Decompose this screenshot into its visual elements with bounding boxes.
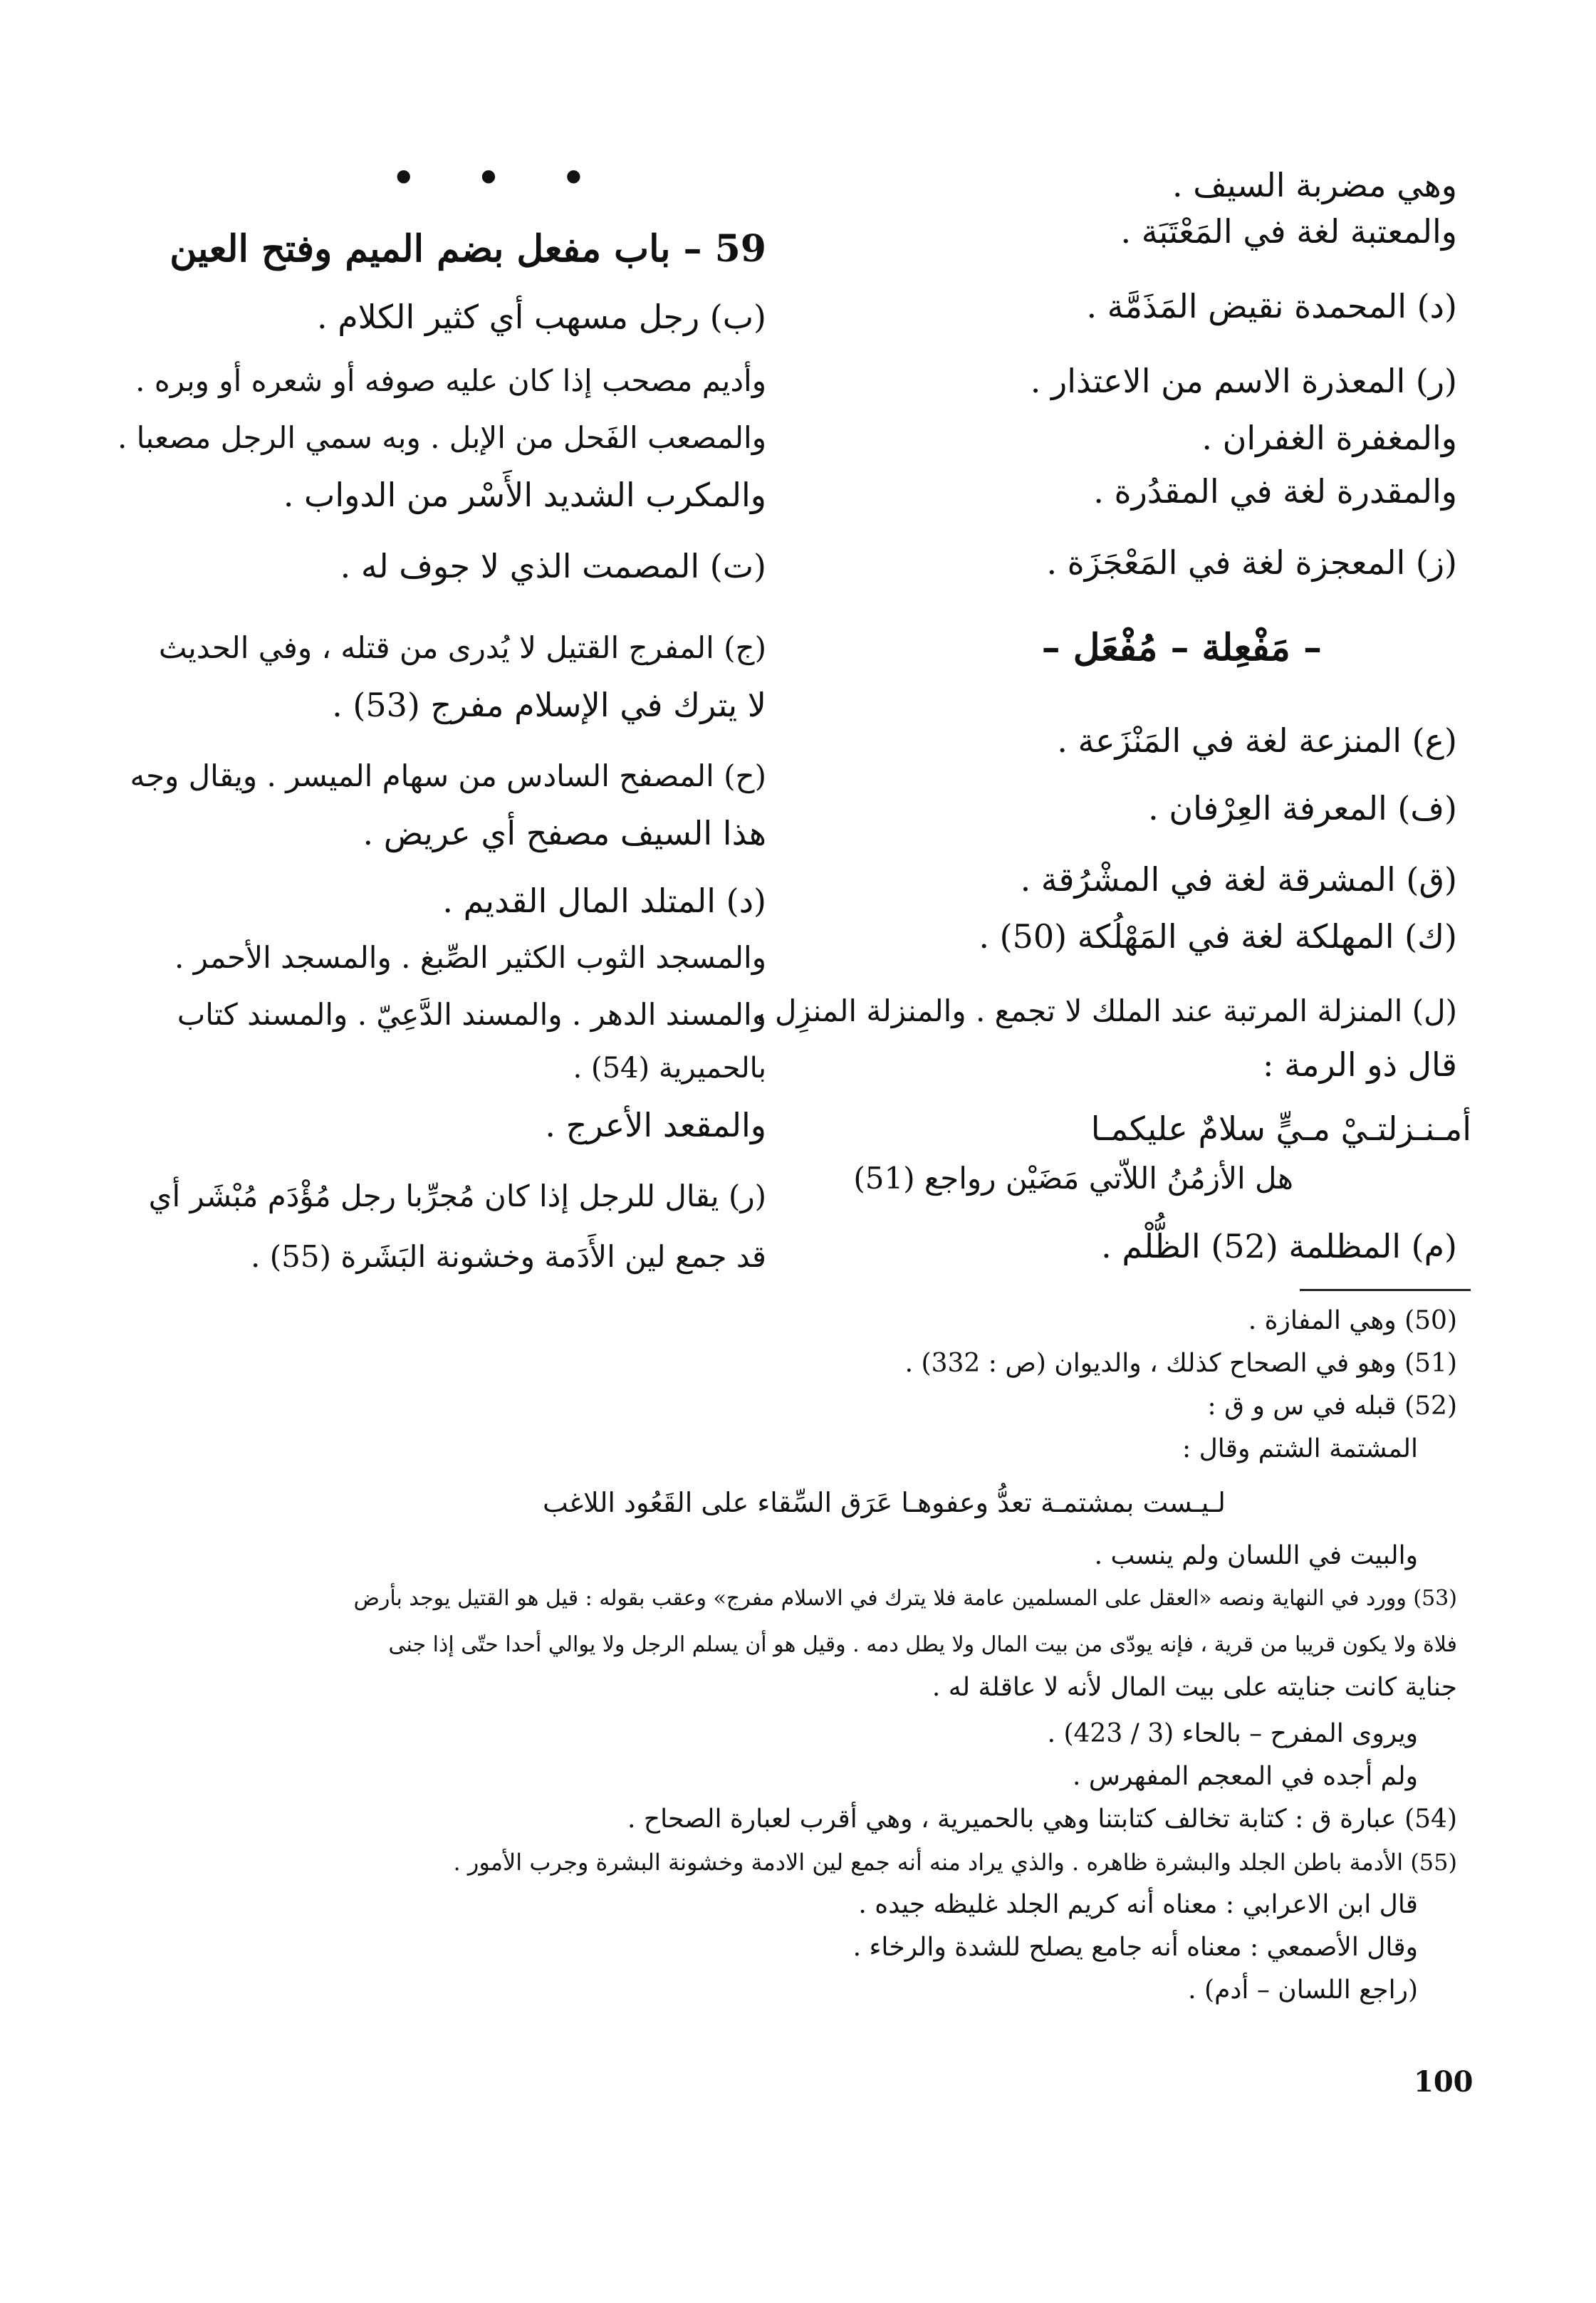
footnote-line: ويروى المفرح – بالحاء (3 / 423) . — [1047, 1719, 1418, 1748]
footnote-line: المشتمة الشتم وقال : — [1182, 1434, 1418, 1463]
text-line: لا يترك في الإسلام مفرج (53) . — [332, 686, 766, 724]
poem-line: هل الأزمُنُ اللاّتي مَضَيْن رواجع (51) — [853, 1161, 1293, 1196]
text-line: (ت) المصمت الذي لا جوف له . — [340, 547, 766, 585]
footnote-line: فلاة ولا يكون قريبا من قرية ، فإنه يودّى من بيت المال ولا يطل دمه . وقيل هو أن يسلم الرجل ولا يوالي أحدا حتّى إذا جنى — [388, 1632, 1457, 1657]
text-line: والمغفرة الغفران . — [1201, 419, 1457, 457]
text-line: (ج) المفرج القتيل لا يُدرى من قتله ، وفي الحديث — [158, 630, 766, 665]
footnote-line: ولم أجده في المعجم المفهرس . — [1073, 1762, 1418, 1791]
text-line: والمسند الدهر . والمسند الدَّعِيّ . والمسند كتاب — [177, 997, 766, 1032]
footnote-line: (راجع اللسان – أدم) . — [1188, 1975, 1418, 2005]
footnote-line: (55) الأدمة باطن الجلد والبشرة ظاهره . والذي يراد منه أنه جمع لين الادمة وخشونة البشرة وجرب الأمور . — [453, 1849, 1457, 1876]
footnote-line: (53) وورد في النهاية ونصه «العقل على المسلمين عامة فلا يترك في الاسلام مفرج» وعقب بقوله : قيل هو القتيل يوجد بأرض — [353, 1586, 1457, 1611]
text-line: (ق) المشرقة لغة في المشْرُقة . — [1020, 860, 1457, 899]
ornament-dots: • • • — [392, 157, 610, 200]
text-line: (ح) المصفح السادس من سهام الميسر . ويقال وجه — [130, 758, 766, 793]
chapter-heading: 59 – باب مفعل بضم الميم وفتح العين — [169, 227, 766, 271]
text-line: (م) المظلمة (52) الظُّلْم . — [1101, 1227, 1457, 1265]
footnote-line: جناية كانت جنايته على بيت المال لأنه لا عاقلة له . — [932, 1673, 1457, 1702]
footnote-line: (51) وهو في الصحاح كذلك ، والديوان (ص : 332) . — [904, 1349, 1457, 1378]
text-line: والمعتبة لغة في المَعْتَبَة . — [1120, 212, 1457, 251]
footnote-line: (50) وهي المفازة . — [1248, 1306, 1457, 1335]
text-line: (ب) رجل مسهب أي كثير الكلام . — [316, 298, 766, 336]
text-line: وهي مضربة السيف . — [1172, 166, 1457, 204]
text-line: (ع) المنزعة لغة في المَنْزَعة . — [1057, 721, 1457, 760]
text-line: هذا السيف مصفح أي عريض . — [363, 814, 766, 852]
footnote-line: (54) عبارة ق : كتابة تخالف كتابتنا وهي بالحميرية ، وهي أقرب لعبارة الصحاح . — [627, 1805, 1457, 1834]
text-line: (ز) المعجزة لغة في المَعْجَزَة . — [1046, 543, 1457, 582]
text-line: والمقدرة لغة في المقدُرة . — [1093, 472, 1457, 511]
footnote-line: وقال الأصمعي : معناه أنه جامع يصلح للشدة والرخاء . — [852, 1933, 1418, 1962]
page-number: 100 — [1414, 2065, 1474, 2099]
text-line: والمصعب الفَحل من الإبل . وبه سمي الرجل مصعبا . — [117, 420, 766, 455]
text-line: والمسجد الثوب الكثير الصِّبغ . والمسجد الأحمر . — [174, 940, 766, 975]
text-line: قال ذو الرمة : — [1263, 1045, 1457, 1084]
text-line: (ك) المهلكة لغة في المَهْلُكة (50) . — [979, 917, 1457, 956]
text-line: بالحميرية (54) . — [573, 1052, 766, 1085]
text-line: وأديم مصحب إذا كان عليه صوفه أو شعره أو وبره . — [135, 363, 766, 398]
text-line: والمكرب الشديد الأَسْر من الدواب . — [283, 476, 766, 514]
footnote-verse: لـيـست بمشتمـة تعدُّ وعفوهـا عَرَق السِّقاء على القَعُود اللاغب — [542, 1487, 1226, 1518]
footnote-line: قال ابن الاعرابي : معناه أنه كريم الجلد غليظه جيده . — [858, 1890, 1418, 1919]
footnote-line: (52) قبله في س و ق : — [1207, 1391, 1457, 1421]
text-line: (د) المحمدة نقيض المَذَمَّة . — [1086, 287, 1457, 325]
text-line: (ر) يقال للرجل إذا كان مُجرِّبا رجل مُؤْدَم مُبْشَر أي — [148, 1179, 766, 1213]
text-line: (ل) المنزلة المرتبة عند الملك لا تجمع . والمنزلة المنزِل ، — [756, 993, 1457, 1028]
text-line: (ف) المعرفة العِرْفان . — [1148, 789, 1457, 827]
footnote-line: والبيت في اللسان ولم ينسب . — [1094, 1541, 1418, 1570]
poem-line: أمـنـزلتـيْ مـيٍّ سلامٌ عليكمـا — [1090, 1109, 1471, 1148]
text-line: قد جمع لين الأَدَمة وخشونة البَشَرة (55) . — [251, 1239, 766, 1274]
text-line: والمقعد الأعرج . — [545, 1106, 766, 1144]
text-line: (د) المتلد المال القديم . — [442, 882, 766, 920]
text-line: (ر) المعذرة الاسم من الاعتذار . — [1030, 362, 1457, 400]
section-heading: – مَفْعِلة – مُفْعَل – — [1041, 626, 1322, 669]
